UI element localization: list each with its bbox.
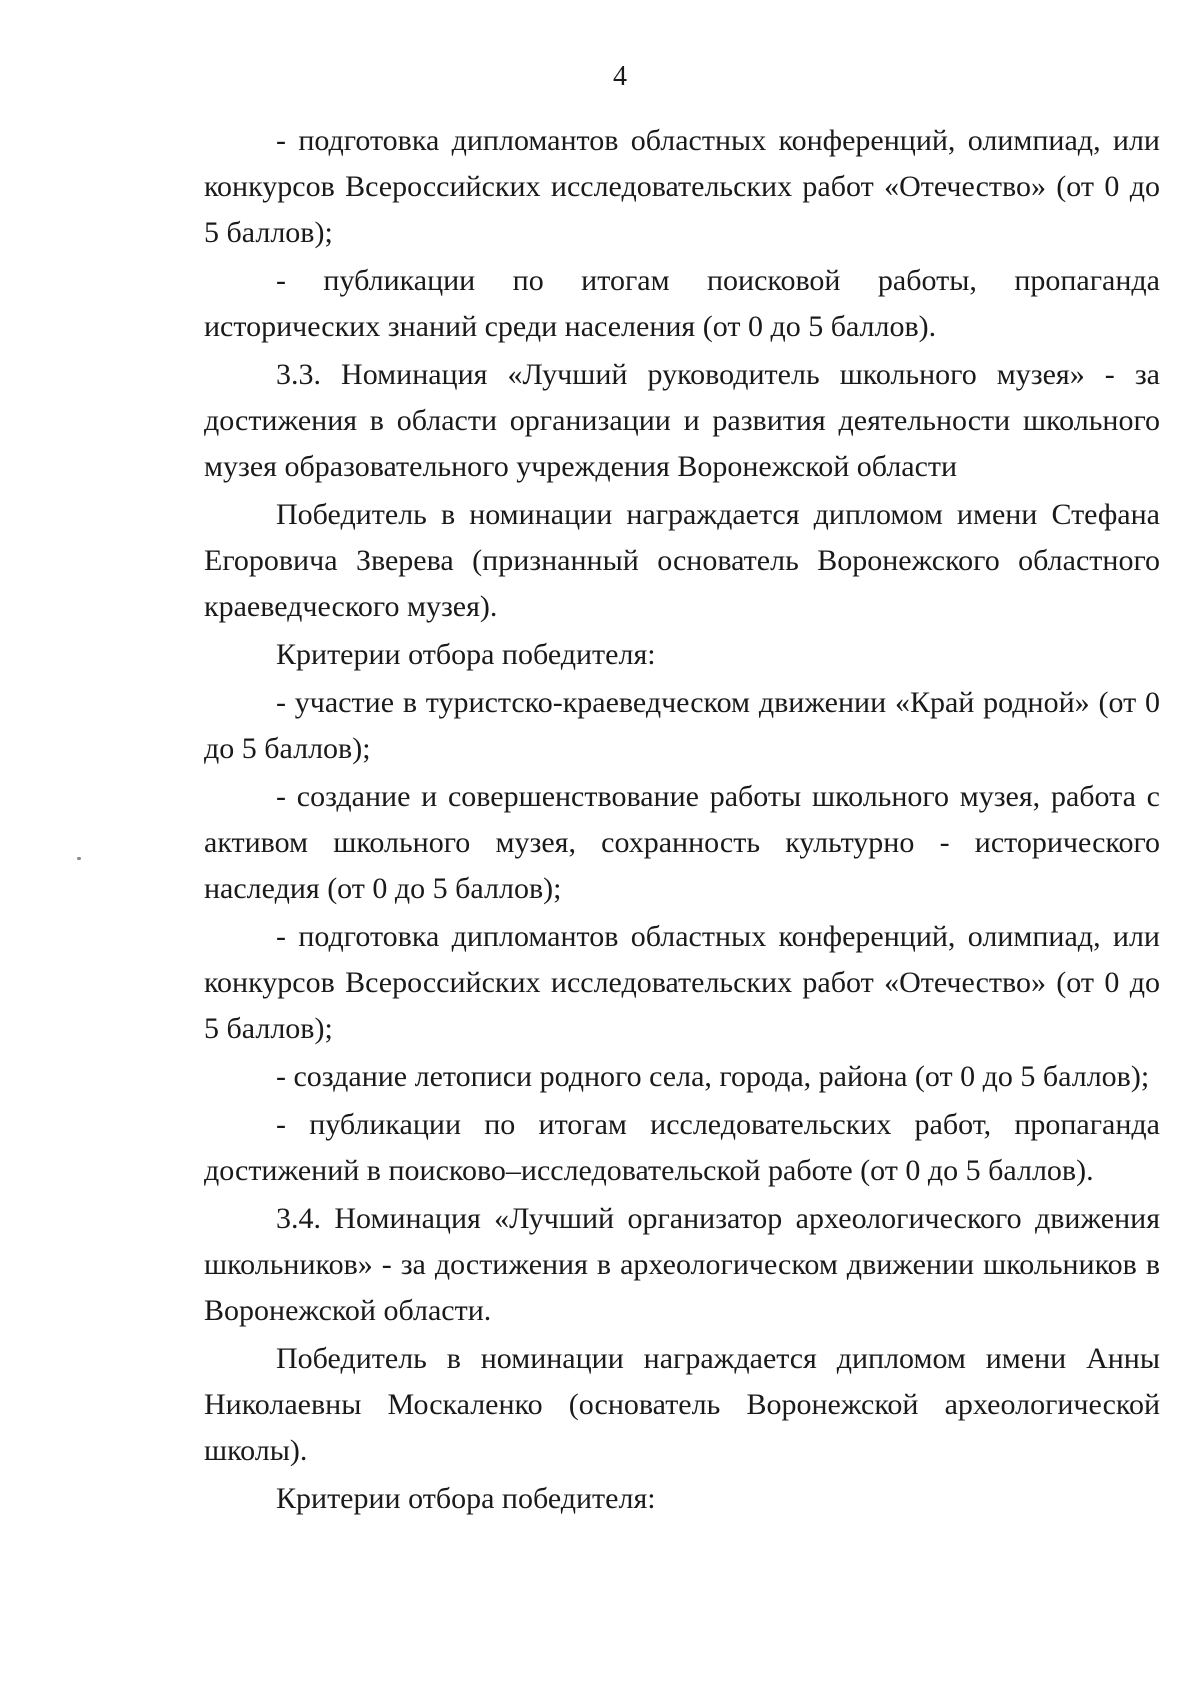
- paragraph-criteria-heading-1: Критерии отбора победителя:: [276, 638, 656, 671]
- paragraph-section-3-4: 3.4. Номинация «Лучший организатор археологического движения школьников» - за достижения в археологическом движении школьников в Воронежской области.: [204, 1202, 1160, 1327]
- paragraph-criterion-research-publications: - публикации по итогам исследовательских работ, пропаганда достижений в поисково–исследовательской работе (от 0 до 5 баллов).: [204, 1108, 1160, 1187]
- page-number: 4: [613, 61, 627, 92]
- scan-artifact-mark: [77, 857, 81, 860]
- paragraph-section-3-3: 3.3. Номинация «Лучший руководитель школьного музея» - за достижения в области организации и развития деятельности школьного музея образовательного учреждения Воронежской области: [204, 358, 1160, 483]
- paragraph-criterion-publications: - публикации по итогам поисковой работы, пропаганда исторических знаний среди населения (от 0 до 5 баллов).: [204, 264, 1160, 343]
- document-body: [204, 118, 1160, 1524]
- paragraph-winner-moskalenko: Победитель в номинации награждается дипломом имени Анны Николаевны Москаленко (основатель Воронежской археологической школы).: [204, 1342, 1160, 1467]
- paragraph-winner-zverev: Победитель в номинации награждается дипломом имени Стефана Егоровича Зверева (признанный основатель Воронежского областного краеведческого музея).: [204, 498, 1160, 623]
- paragraph-criterion-diploma-winners: - подготовка дипломантов областных конференций, олимпиад, или конкурсов Всероссийских исследовательских работ «Отечество» (от 0 до 5 баллов);: [204, 124, 1160, 249]
- paragraph-criteria-heading-2: Критерии отбора победителя:: [276, 1482, 656, 1515]
- paragraph-criterion-kray-rodnoy: - участие в туристско-краеведческом движении «Край родной» (от 0 до 5 баллов);: [204, 686, 1160, 765]
- paragraph-criterion-chronicle: - создание летописи родного села, города, района (от 0 до 5 баллов);: [276, 1060, 1150, 1093]
- paragraph-criterion-museum-work: - создание и совершенствование работы школьного музея, работа с активом школьного музея, сохранность культурно - исторического наследия (от 0 до 5 баллов);: [204, 780, 1160, 905]
- paragraph-criterion-diploma-winners-2: - подготовка дипломантов областных конференций, олимпиад, или конкурсов Всероссийских исследовательских работ «Отечество» (от 0 до 5 баллов);: [204, 920, 1160, 1045]
